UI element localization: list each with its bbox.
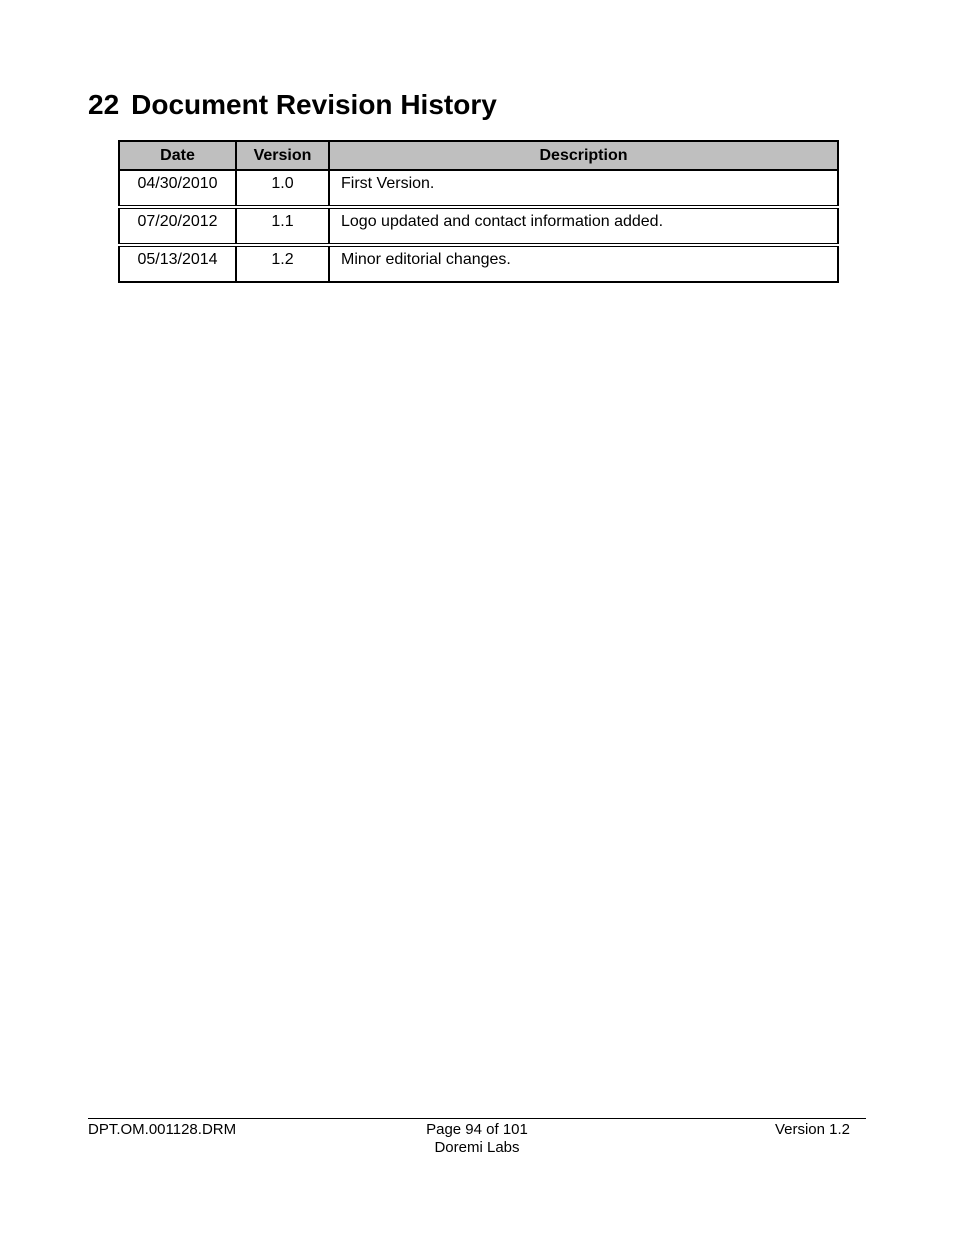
page-title — [88, 86, 497, 124]
footer-divider — [88, 1118, 866, 1119]
revision-date: 04/30/2010 — [119, 170, 236, 207]
revision-description: First Version. — [329, 170, 838, 207]
column-header-version: Version — [236, 141, 329, 170]
footer-company: Doremi Labs — [434, 1139, 520, 1156]
revision-description: Minor editorial changes. — [329, 245, 838, 282]
section-number: 22 — [88, 89, 120, 120]
revision-date: 07/20/2012 — [119, 207, 236, 245]
revision-description: Logo updated and contact information added. — [329, 207, 838, 245]
column-header-date: Date — [119, 141, 236, 170]
revision-version: 1.2 — [236, 245, 329, 282]
revision-history-table — [118, 140, 839, 283]
table-row — [119, 245, 838, 282]
revision-version: 1.1 — [236, 207, 329, 245]
section-title: Document Revision History — [131, 89, 497, 120]
revision-version: 1.0 — [236, 170, 329, 207]
table-header-row — [119, 141, 838, 170]
footer-version: Version 1.2 — [774, 1121, 850, 1138]
footer-document-id: DPT.OM.001128.DRM — [88, 1121, 237, 1138]
footer-center — [377, 1121, 577, 1157]
table-row — [119, 170, 838, 207]
column-header-description: Description — [329, 141, 838, 170]
revision-date: 05/13/2014 — [119, 245, 236, 282]
footer-page-number: Page 94 of 101 — [426, 1121, 528, 1138]
table-row — [119, 207, 838, 245]
